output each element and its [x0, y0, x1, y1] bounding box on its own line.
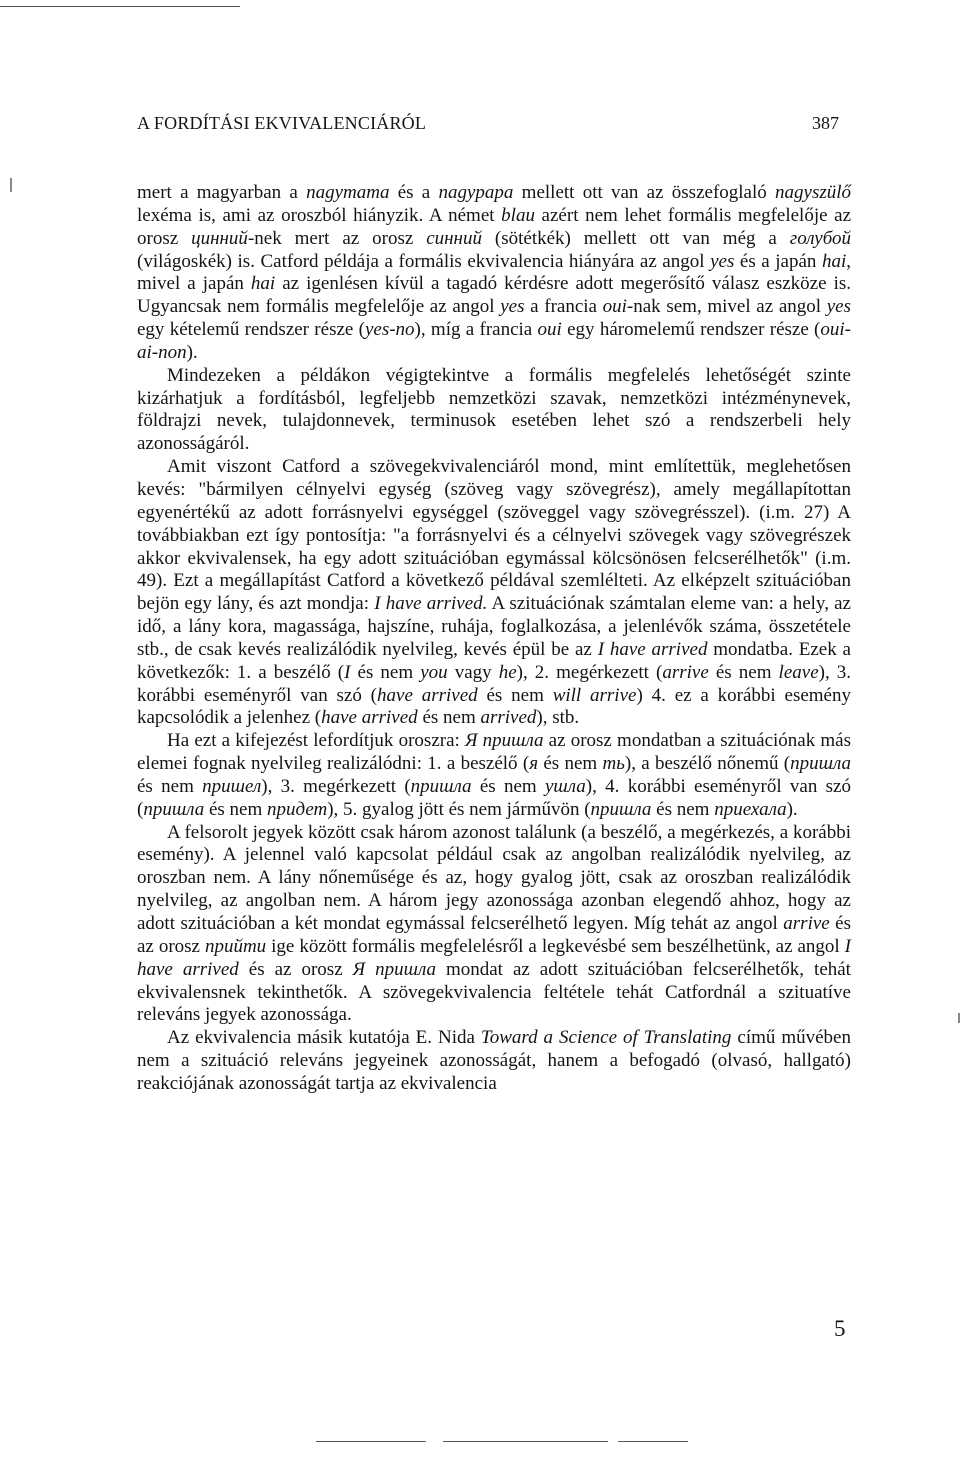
- italic-term: пришла: [410, 775, 472, 797]
- italic-term: I have arrived.: [374, 593, 488, 615]
- italic-term: yes: [710, 250, 735, 272]
- text-run: ), a beszélő nőnemű (: [624, 753, 791, 775]
- italic-term: leave: [778, 661, 819, 683]
- text-run: Mindezeken a példákon végigtekintve a formális megfelelés lehetőségét szinte kizárhatjuk a fordításból, legfeljebb nemzetközi szavak, nemzetközi intézménynevek, földrajzi nevek, tulajdonnevek, terminusok esetében lehet szó a rendszerbeli hely azonosságáról.: [137, 364, 851, 455]
- body-text: [137, 182, 851, 1096]
- paragraph: [137, 456, 851, 730]
- text-run: mert a magyarban a: [137, 182, 307, 203]
- text-run: és nem: [477, 684, 553, 706]
- italic-term: I: [344, 661, 351, 683]
- text-run: mondatba. Ezek a következők: 1. a beszélő (: [137, 638, 851, 683]
- italic-term: I have arrived: [137, 935, 851, 980]
- italic-term: I have arrived: [597, 638, 708, 660]
- text-run: és nem: [137, 775, 203, 797]
- text-run: és nem: [471, 775, 545, 797]
- scan-edge-line: [0, 6, 240, 7]
- text-run: ), 2. megérkezett (: [516, 661, 663, 683]
- italic-term: hai: [821, 250, 847, 272]
- text-run: -nak sem, mivel az angol: [626, 296, 827, 318]
- text-run: ), 5. gyalog jött és nem járművön (: [327, 798, 591, 820]
- paragraph: [137, 822, 851, 1028]
- text-run: (világoskék) is. Catford példája a formális ekvivalencia hiányára az angol: [137, 250, 711, 272]
- italic-term: пришла: [590, 798, 652, 820]
- text-run: mondat az adott szituációban felcserélhetők, tehát ekvivalensnek tekinthetők. A szövegekvivalencia feltétele tehát Catfordnál a szituatíve releváns jegyek azonossága.: [137, 958, 851, 1026]
- italic-term: arrived: [480, 707, 537, 729]
- italic-term: oui-ai-non: [137, 319, 851, 363]
- text-run: (sötétkék) mellett ott van még a: [482, 227, 790, 249]
- italic-term: have arrived: [377, 684, 478, 706]
- italic-term: Я пришла: [464, 730, 544, 752]
- text-run: , mivel a japán: [137, 250, 851, 295]
- paragraph: [137, 1027, 851, 1096]
- text-run: ), míg a francia: [414, 319, 538, 341]
- italic-term: yes: [826, 296, 851, 318]
- paragraph: [137, 730, 851, 821]
- italic-term: nagypapa: [438, 182, 514, 203]
- text-run: Ha ezt a kifejezést lefordítjuk oroszra:: [167, 730, 465, 752]
- italic-term: you: [420, 661, 448, 683]
- text-run: Amit viszont Catford a szövegekvivalenciáról mond, mint említettük, meglehetősen kevés: "bármilyen célnyelvi egység (szöveg vagy szövegrész), amely megállapítottan egyenértékű az adott forrásnyelvi egységgel (szöveggel vagy szövegrésszel). (i.m. 27) A továbbiakban ezt így pontosítja: "a forrásnyelvi és a célnyelvi szövegek vagy szövegrészek akkor ekvivalensek, ha egy adott szituációban egymással kölcsönösen felcserélhetők" (i.m. 49). Ezt a megállapítást Catford a következő példával szemlélteti. Az elképzelt szituációban bejön egy lány, és azt mondja:: [137, 456, 851, 615]
- italic-term: Toward a Science of Translating: [480, 1027, 732, 1049]
- italic-term: oui: [537, 319, 562, 341]
- text-run: az igenlésen kívül a tagadó kérdésre adott megerősítő válasz eszköze is. Ugyancsak nem formális megfelelője az angol: [137, 273, 851, 318]
- text-run: és a: [389, 182, 439, 203]
- italic-term: придет: [266, 798, 328, 820]
- text-run: és nem: [204, 798, 267, 820]
- italic-term: ть: [602, 753, 625, 775]
- text-run: mellett ott van az összefoglaló: [513, 182, 776, 203]
- italic-term: пришел: [202, 775, 262, 797]
- running-header: [137, 113, 839, 139]
- text-run: ), 4. korábbi eseményről van szó (: [137, 775, 851, 820]
- text-run: egy háromelemű rendszer része (: [561, 319, 821, 341]
- text-run: A szituációnak számtalan eleme van: a hely, az idő, a lány kora, magassága, hajszíne, ruhája, foglalkozása, a jelenlévők száma, összetétele stb., de csak kevés realizálódik nyelvileg, kevés épül be az: [137, 593, 851, 660]
- italic-term: oui: [602, 296, 627, 318]
- italic-term: yes: [500, 296, 525, 318]
- text-run: és nem: [350, 661, 421, 683]
- italic-term: приехала: [714, 798, 787, 820]
- italic-term: прийти: [204, 935, 267, 957]
- italic-term: he: [498, 661, 517, 683]
- scan-edge-line: [443, 1441, 608, 1442]
- text-run: ).: [186, 341, 198, 363]
- text-run: ) 4. ez a korábbi esemény kapcsolódik a jelenhez (: [137, 684, 851, 729]
- folio-number: 5: [834, 1316, 846, 1341]
- text-run: ), stb.: [536, 707, 580, 729]
- text-run: lexéma is, ami az oroszból hiányzik. A német: [137, 204, 502, 226]
- italic-term: hai: [250, 273, 276, 295]
- italic-term: nagymama: [306, 182, 390, 203]
- text-run: és az orosz: [238, 958, 353, 980]
- italic-term: пришла: [790, 753, 851, 775]
- italic-term: have arrived: [321, 707, 418, 729]
- running-title: A FORDÍTÁSI EKVIVALENCIÁRÓL: [137, 113, 427, 133]
- italic-term: пришла: [143, 798, 205, 820]
- text-run: és nem: [538, 753, 603, 775]
- text-run: és nem: [417, 707, 481, 729]
- text-run: című művében nem a szituáció releváns jegyeinek azonosságát, hanem a befogadó (olvasó, hallgató) reakciójának azonosságát tartja az ekvivalencia: [137, 1027, 851, 1094]
- italic-term: Я пришла: [352, 958, 436, 980]
- italic-term: ушла: [544, 775, 586, 797]
- text-run: ).: [786, 798, 798, 820]
- italic-term: я: [529, 753, 539, 775]
- italic-term: arrive: [783, 913, 830, 934]
- italic-term: голубой: [789, 227, 851, 249]
- italic-term: синний: [426, 227, 482, 249]
- text-run: egy kételemű rendszer része (: [137, 319, 365, 341]
- italic-term: will arrive: [552, 684, 637, 706]
- italic-term: arrive: [662, 661, 709, 683]
- text-run: és nem: [708, 661, 779, 683]
- text-run: ), 3. korábbi eseményről van szó (: [137, 661, 852, 706]
- text-run: vagy: [447, 661, 499, 683]
- italic-term: цинний: [191, 227, 248, 249]
- italic-term: blau: [501, 204, 535, 226]
- text-run: Az ekvivalencia másik kutatója E. Nida: [167, 1027, 481, 1049]
- text-run: azért nem lehet formális megfelelője az orosz: [137, 204, 852, 249]
- page-number: 387: [812, 113, 839, 133]
- text-run: ige között formális megfelelésről a legkevésbé sem beszélhetünk, az angol: [266, 935, 845, 957]
- paragraph: [137, 365, 851, 456]
- italic-term: nagyszülő: [775, 182, 852, 203]
- text-run: -nek mert az orosz: [247, 227, 427, 249]
- text-run: és a japán: [734, 250, 822, 272]
- text-run: ), 3. megérkezett (: [261, 775, 411, 797]
- paragraph: [137, 182, 851, 365]
- scan-speck: [10, 178, 12, 192]
- text-run: és az orosz: [137, 913, 851, 957]
- scan-edge-line: [618, 1441, 688, 1442]
- text-run: és nem: [651, 798, 715, 820]
- text-run: A felsorolt jegyek között csak három azonost találunk (a beszélő, a megérkezés, a korábbi esemény). A jelennel való kapcsolat például csak az angolban realizálódik nyelvileg, az oroszban nem. A lány nőneműsége és az, hogy gyalog jött, csak az oroszban realizálódik nyelvileg, az angolban nem. A három jegy azonossága azonban elegendő ahhoz, hogy az adott szituációban a két mondat egymással felcserélhető legyen. Míg tehát az angol: [137, 821, 851, 934]
- italic-term: yes-no: [364, 319, 415, 341]
- scan-edge-line: [316, 1441, 426, 1442]
- text-run: a francia: [524, 296, 603, 318]
- text-run: az orosz mondatban a szituációnak más elemei fognak nyelvileg realizálódni: 1. a beszélő (: [137, 730, 851, 775]
